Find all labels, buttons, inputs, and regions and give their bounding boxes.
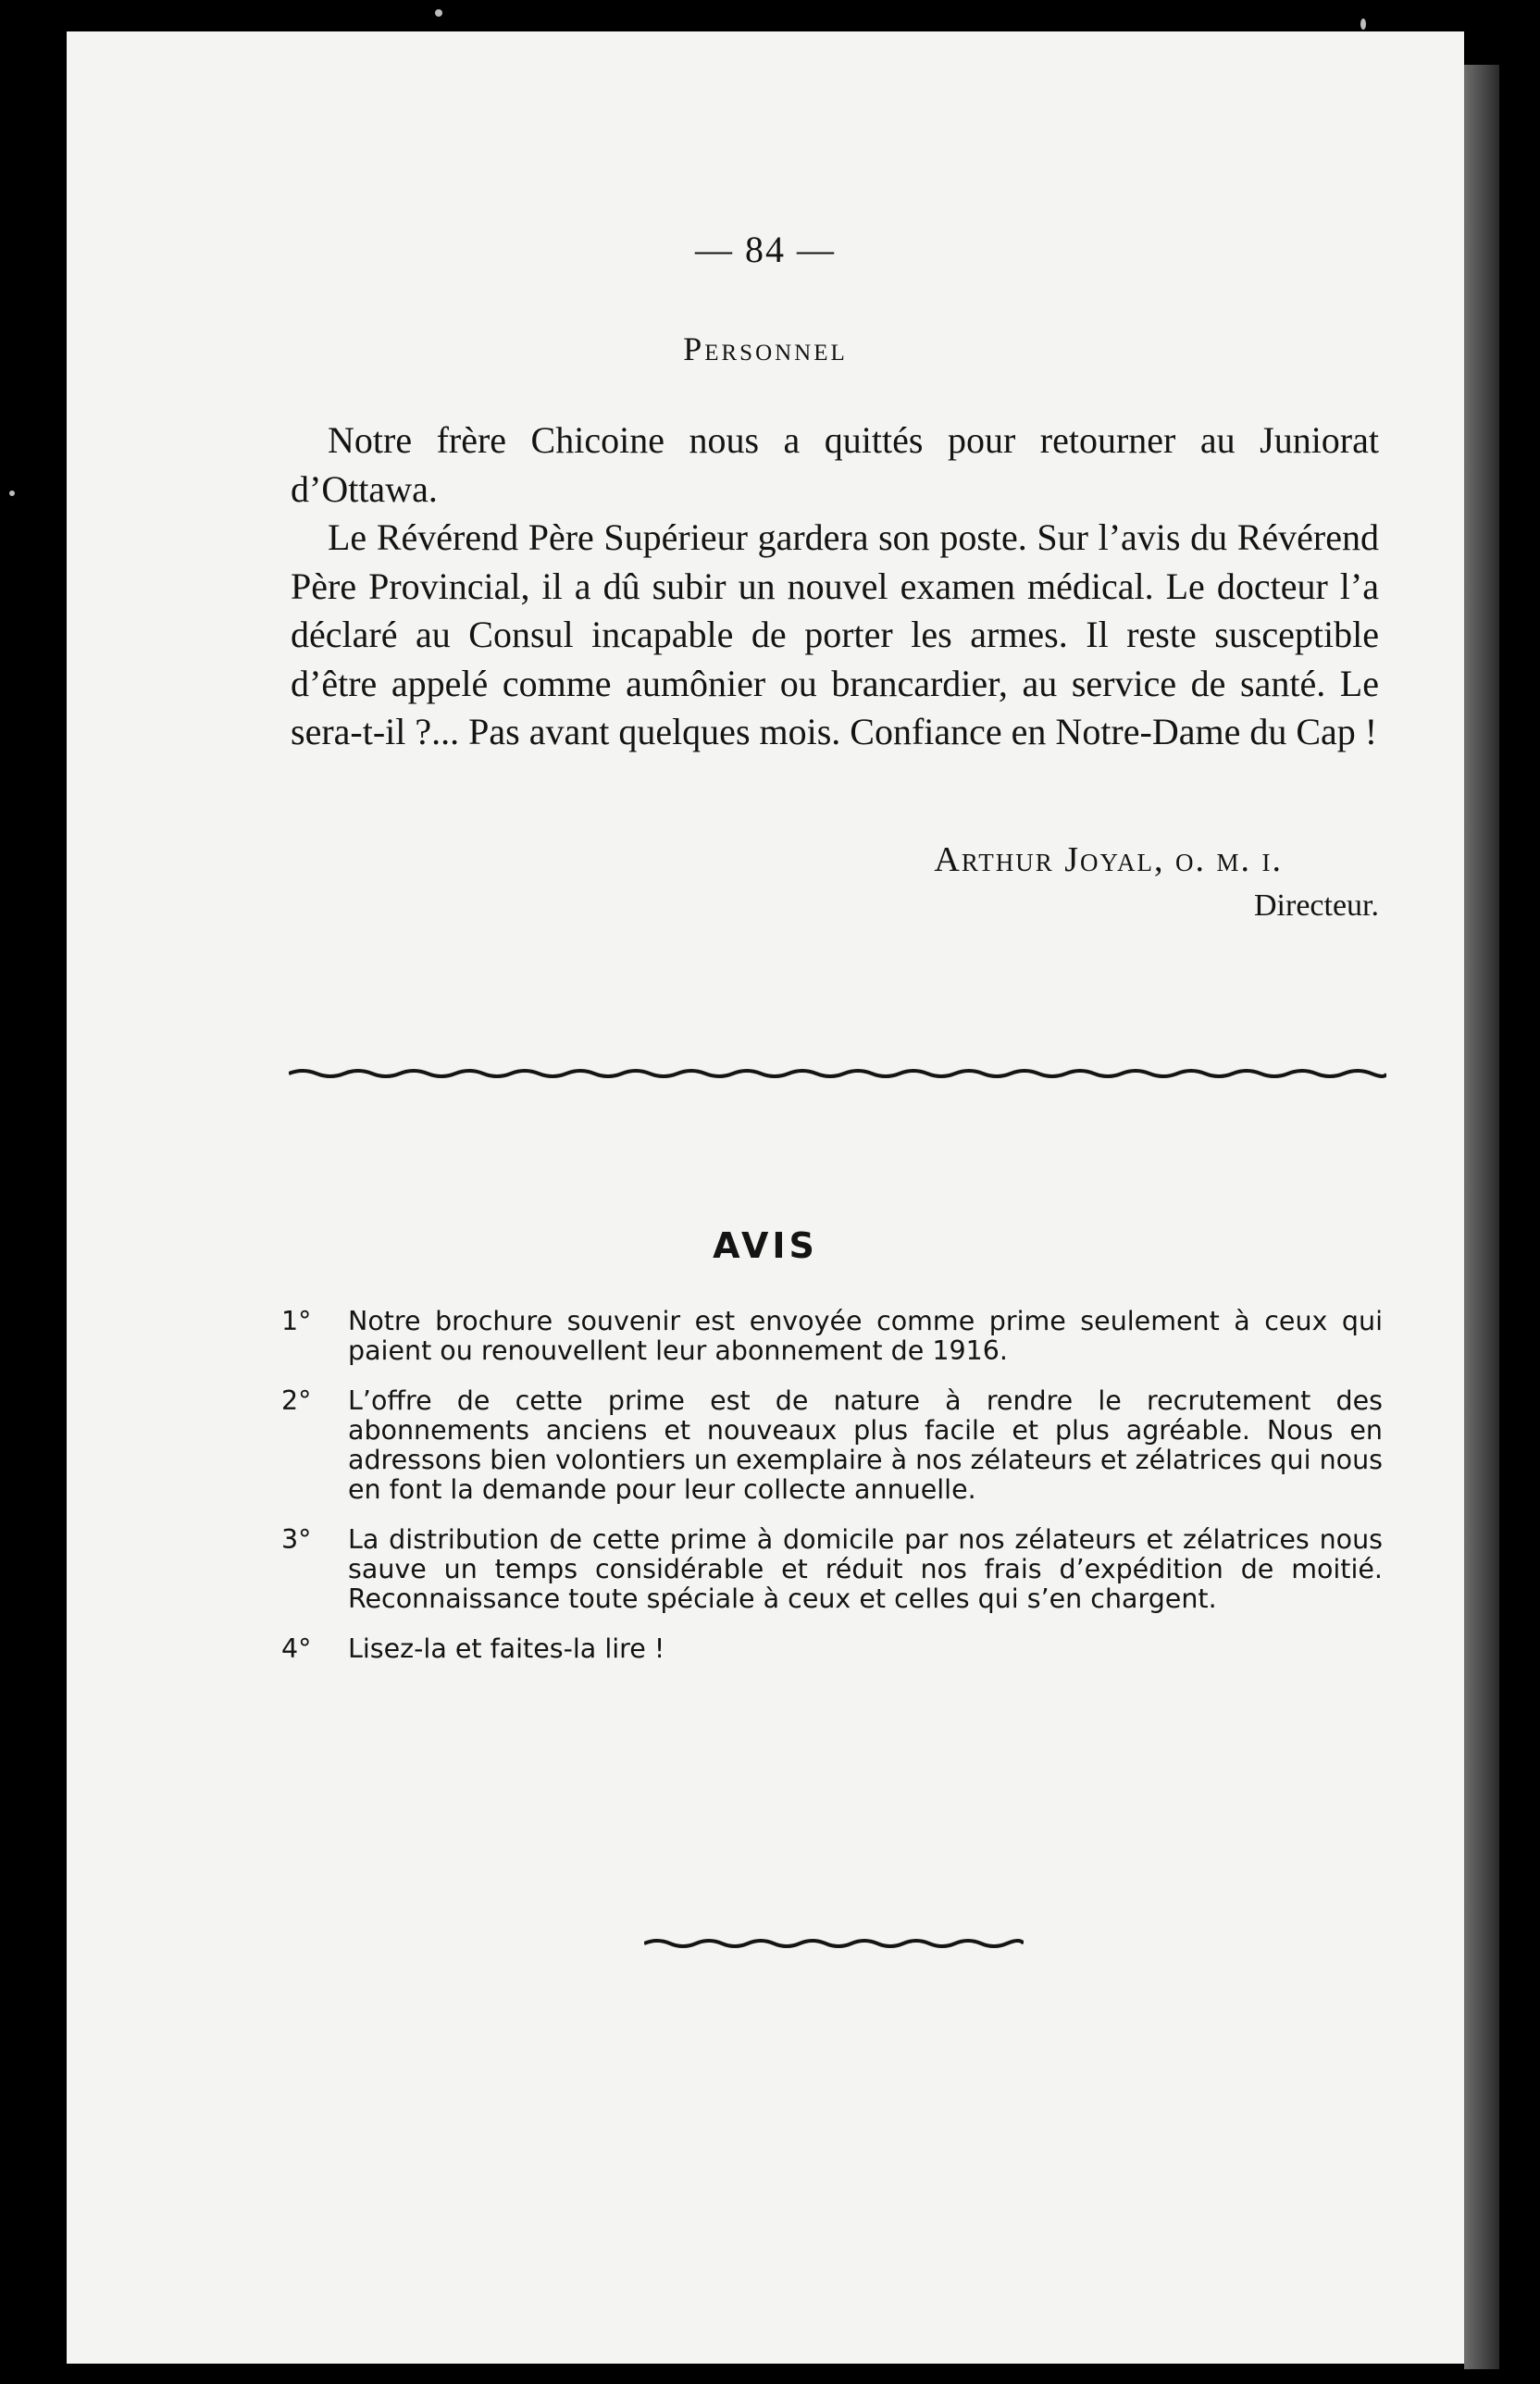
signature-title: Directeur. [1254,888,1379,923]
notice-item-number: 2° [281,1385,312,1416]
notice-item-number: 3° [281,1524,312,1555]
body-text [291,416,1379,757]
notice-item [281,1525,1383,1614]
notice-list [281,1307,1383,1684]
dust-speck [9,490,15,496]
book-edge [1464,65,1499,2369]
paragraph: Le Révérend Père Supérieur gardera son poste. Sur l’avis du Révérend Père Provincial, il a dû subir un nouvel examen médical. Le docteur l’a déclaré au Consul incapable de porter les armes. Il reste susceptible d’être appelé comme aumônier ou brancardier, au service de santé. Le sera-t-il ?... Pas avant quelques mois. Confiance en Notre-Dame du Cap ! [291,516,1379,752]
notice-item-text: Notre brochure souvenir est envoyée comme prime seulement à ceux qui paient ou renouvellent leur abonnement de 1916. [348,1306,1383,1366]
notice-item-text: L’offre de cette prime est de nature à rendre le recrutement des abonnements anciens et nouveaux plus facile et plus agréable. Nous en adressons bien volontiers un exemplaire à nos zélateurs et zélatrices qui nous en font la demande pour leur collecte annuelle. [348,1385,1383,1505]
signature-block [291,837,1379,929]
notice-title: AVIS [713,1225,818,1266]
dust-speck [435,9,442,17]
notice-item-text: La distribution de cette prime à domicile par nos zélateurs et zélatrices nous sauve un temps considérable et réduit nos frais d’expédition de moitié. Reconnaissance toute spéciale à ceux et celles qui s’en chargent. [348,1524,1383,1614]
notice-item-number: 4° [281,1633,312,1664]
notice-item [281,1386,1383,1505]
paragraph: Notre frère Chicoine nous a quittés pour retourner au Juniorat d’Ottawa. [291,419,1379,510]
wavy-end-ornament [644,1929,1024,1956]
dust-speck [1360,19,1366,30]
notice-item-number: 1° [281,1306,312,1336]
wavy-divider [289,1057,1386,1088]
notice-item [281,1307,1383,1366]
notice-item-text: Lisez-la et faites-la lire ! [348,1633,665,1664]
page-number: — 84 — [695,229,836,270]
document-page [67,31,1464,2364]
notice-item [281,1634,1383,1664]
section-heading: Personnel [683,330,848,367]
signature-name: Arthur Joyal, o. m. i. [934,840,1283,879]
